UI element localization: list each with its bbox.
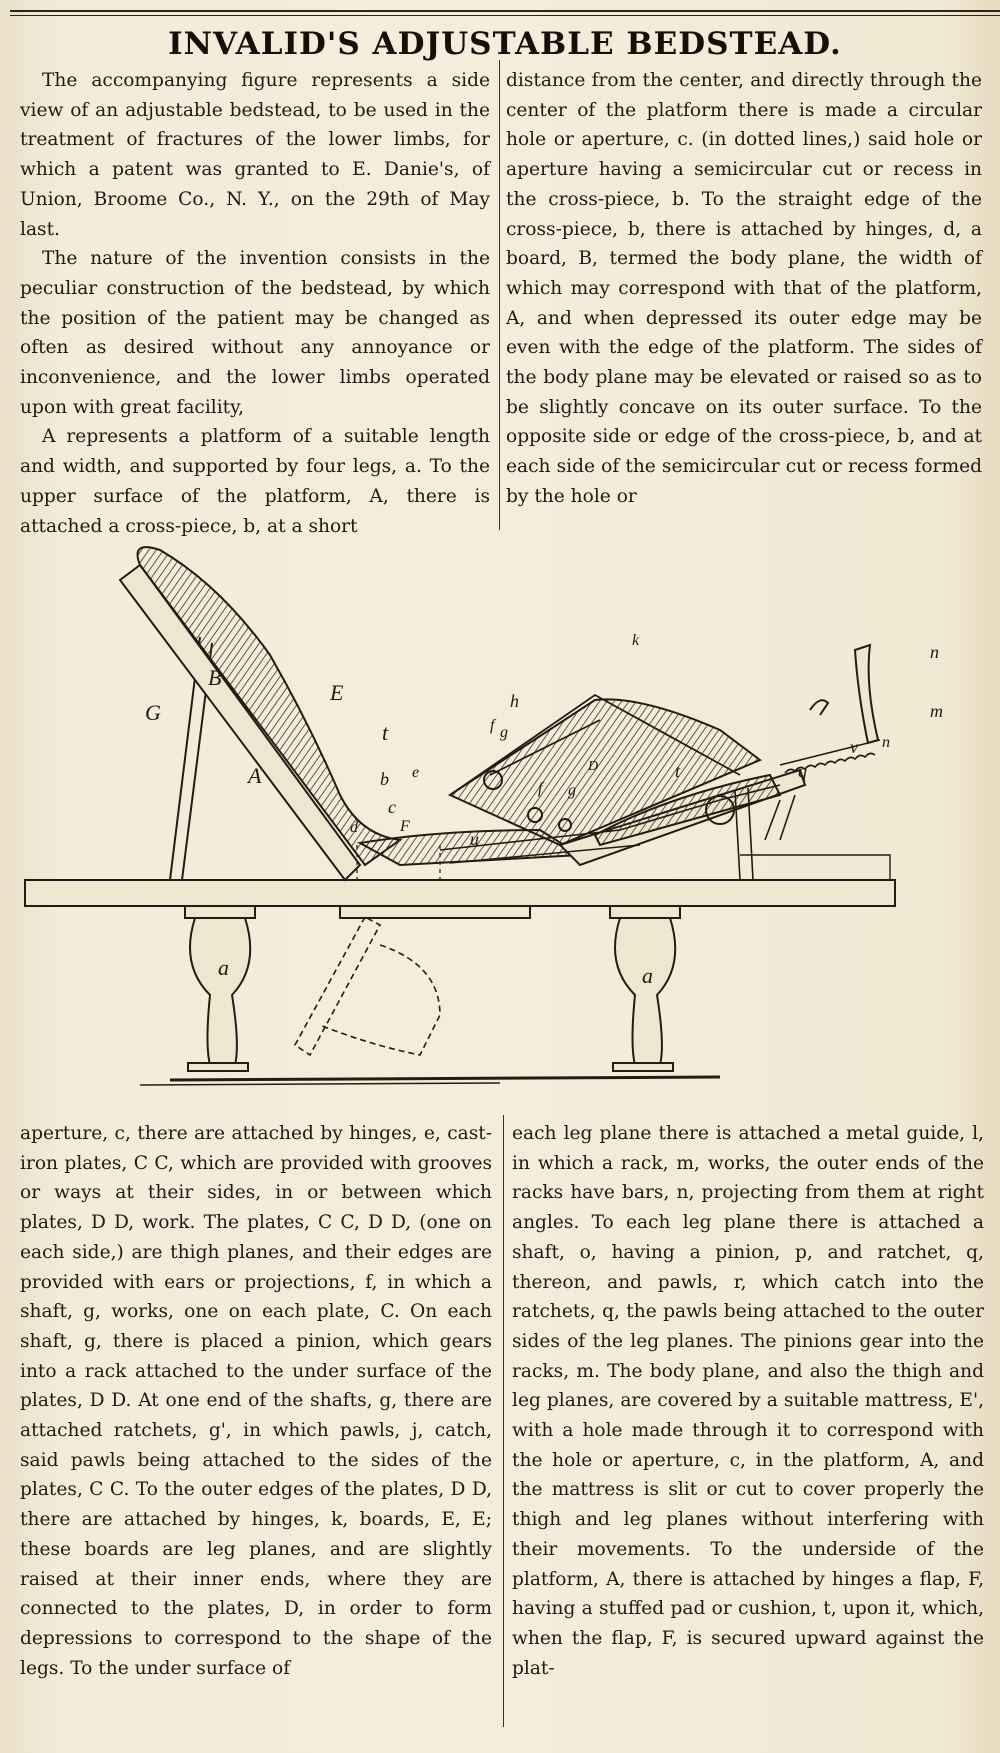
label: g xyxy=(568,782,576,799)
label: E xyxy=(330,680,344,705)
column-bottom-left xyxy=(20,1119,492,1683)
label: u xyxy=(470,829,479,849)
column-top-right xyxy=(506,66,982,512)
flap-dotted xyxy=(295,917,440,1055)
label: t xyxy=(382,720,389,745)
top-rule-thin xyxy=(10,15,1000,16)
rack-bar xyxy=(855,645,878,743)
label: D xyxy=(588,759,599,774)
column-divider xyxy=(499,60,500,530)
label: a xyxy=(642,963,653,988)
label: h xyxy=(510,691,519,711)
label: G xyxy=(145,700,161,725)
column-top-left xyxy=(20,66,490,541)
paragraph: each leg plane there is attached a metal guide, l, in which a rack, m, works, the outer ends of the racks have bars, n, projecting from them at right angles. To each leg plane there is attached a shaft, o, having a pinion, p, and ratchet, q, thereon, and pawls, r, which catch into the ratchets, q, the pawls being attached to the outer sides of the leg planes. The pinions gear into the racks, m. The body plane, and also the thigh and leg planes, are covered by a suitable mattress, E', with a hole made through it to correspond with the hole or aperture, c, in the platform, A, and the mattress is slit or cut to cover properly the thigh and leg planes without interfering with their movements. To the underside of the platform, A, there is attached by hinges a flap, F, having a stuffed pad or cushion, t, upon it, which, when the flap, F, is secured upward against the plat- xyxy=(512,1123,984,1679)
article-title: INVALID'S ADJUSTABLE BEDSTEAD. xyxy=(168,26,842,62)
floor-line xyxy=(170,1077,720,1080)
paragraph: distance from the center, and directly through the center of the platform there is made a circular hole or aperture, c. (in dotted lines,) said hole or aperture having a semicircular cut or recess in the cross-piece, b. To the straight edge of the cross-piece, b, there is attached by hinges, d, a board, B, termed the body plane, the width of which may correspond with that of the platform, A, and when depressed its outer edge may be even with the edge of the platform. The sides of the body plane may be elevated or raised so as to be slightly concave on its outer surface. To the opposite side or edge of the cross-piece, b, and at each side of the semicircular cut or recess formed by the hole or xyxy=(506,70,982,507)
platform xyxy=(25,880,895,906)
column-divider xyxy=(503,1115,504,1727)
label: e xyxy=(412,764,420,781)
label: n xyxy=(930,642,939,662)
label: f xyxy=(490,717,495,734)
paragraph: aperture, c, there are attached by hinges, e, cast-iron plates, C C, which are provided with grooves or ways at their sides, in or between which plates, D D, work. The plates, C C, D D, (one on each side,) are thigh planes, and their edges are provided with ears or projections, f, in which a shaft, g, works, one on each plate, C. On each shaft, g, there is placed a pinion, which gears into a rack attached to the under surface of the plates, D D. At one end of the shafts, g, there are attached ratchets, g', in which pawls, j, catch, said pawls being attached to the sides of the plates, C C. To the outer edges of the plates, D D, there are attached by hinges, k, boards, E, E; these boards are leg planes, and are slightly raised at their inner ends, where they are connected to the plates, D, in order to form depressions to correspond to the shape of the legs. To the under surface of xyxy=(20,1123,492,1679)
label: g xyxy=(500,724,508,741)
label: b xyxy=(380,769,389,789)
label: n xyxy=(882,734,890,751)
column-bottom-right xyxy=(512,1119,984,1683)
flap xyxy=(340,906,530,918)
label: q xyxy=(798,761,807,781)
label: A xyxy=(248,763,262,788)
label: v xyxy=(850,737,858,757)
bedstead-illustration xyxy=(20,545,980,1105)
label: F xyxy=(400,818,410,835)
leg-left xyxy=(185,906,255,1071)
label: B xyxy=(208,665,222,690)
label: f xyxy=(538,780,543,797)
label: m xyxy=(930,701,943,721)
label: k xyxy=(632,632,640,649)
rack xyxy=(780,740,880,773)
paragraph: A represents a platform of a suitable length and width, and supported by four legs, a. To the upper surface of the platform, A, there is attached a cross-piece, b, at a short xyxy=(20,426,490,537)
paragraph: The nature of the invention consists in the peculiar construction of the bedstead, by which the position of the patient may be changed as often as desired without any annoyance or inconvenience, and the lower limbs operated upon with great facility, xyxy=(20,248,490,418)
label: d xyxy=(350,819,358,836)
top-rule xyxy=(10,10,1000,12)
label: t xyxy=(675,761,681,781)
label: c xyxy=(388,797,396,817)
leg-right xyxy=(610,906,680,1071)
label: a xyxy=(218,955,229,980)
paragraph: The accompanying figure represents a side view of an adjustable bedstead, to be used in the treatment of fractures of the lower limbs, for which a patent was granted to E. Danie's, of Union, Broome Co., N. Y., on the 29th of May last. xyxy=(20,70,490,240)
